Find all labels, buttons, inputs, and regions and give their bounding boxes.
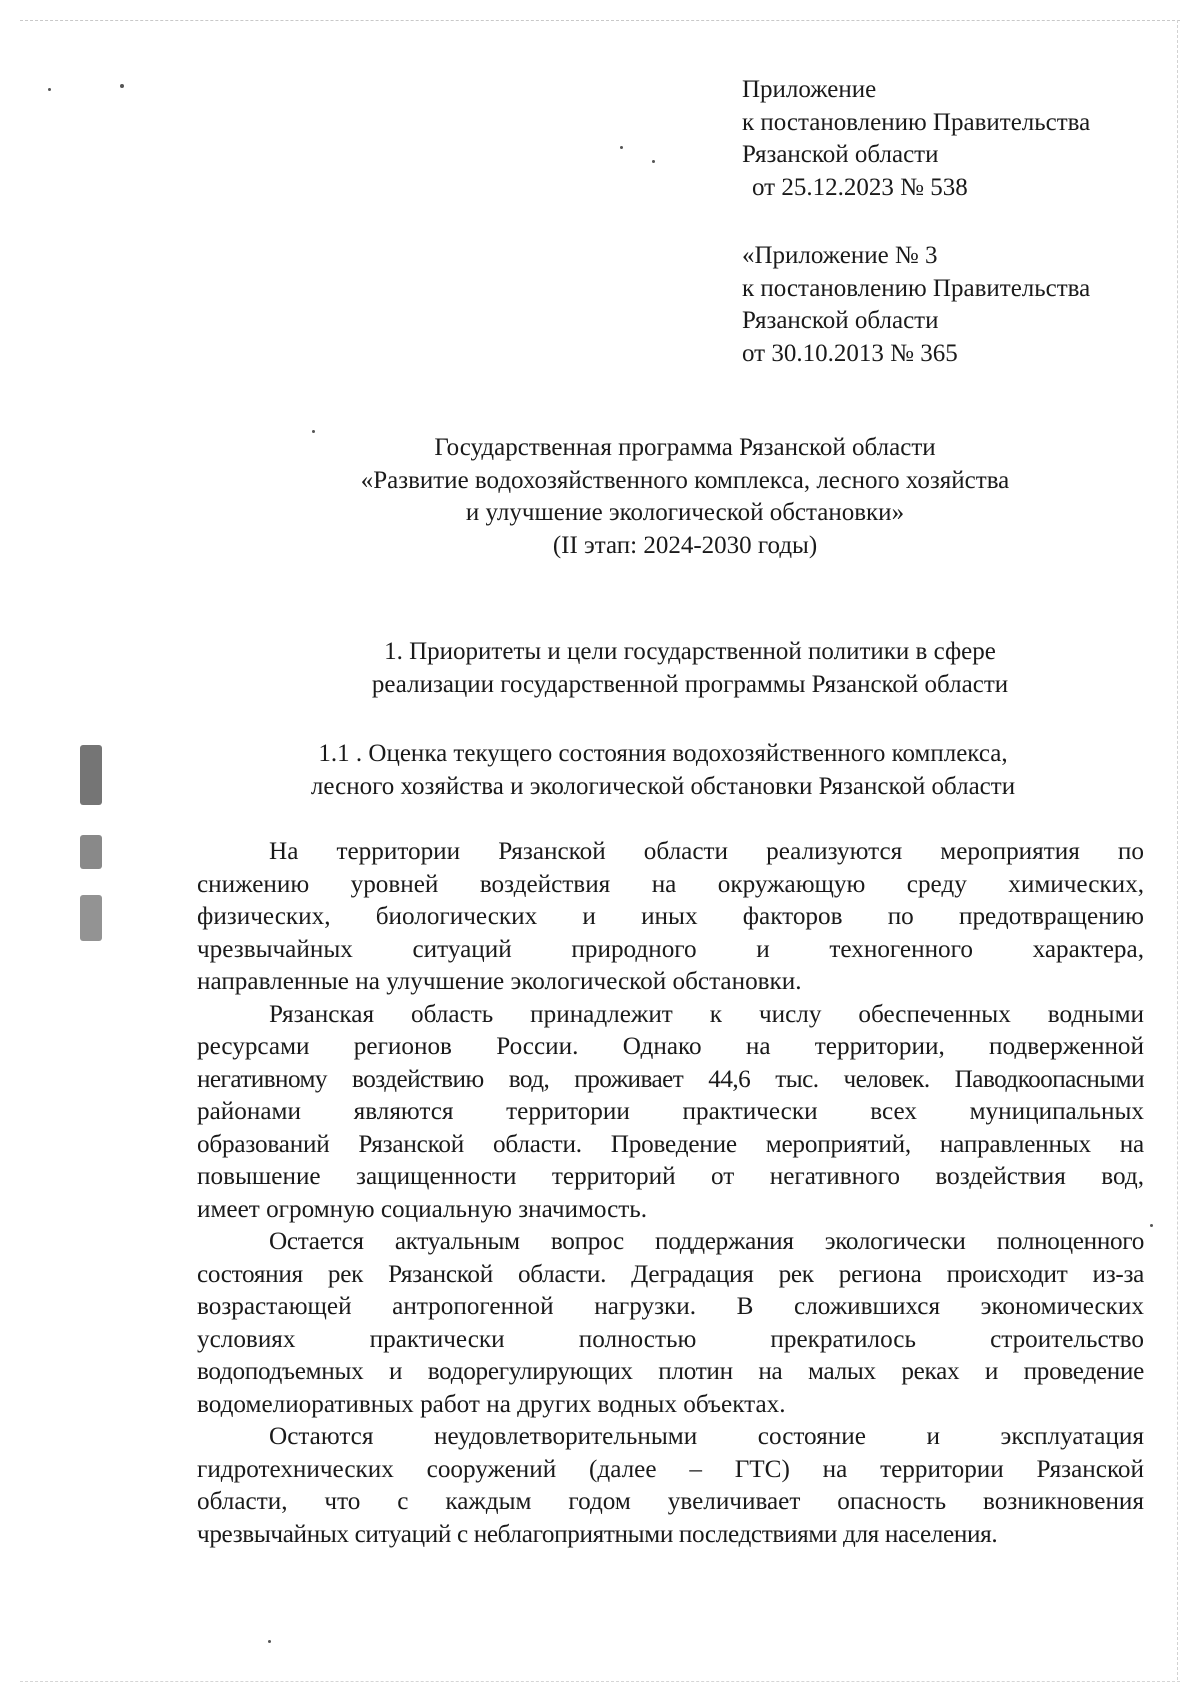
- paragraph: [197, 836, 1144, 999]
- program-title-line2: «Развитие водохозяйственного комплекса, лесного хозяйства: [360, 466, 1010, 494]
- paragraph-line: образований Рязанской области. Проведение мероприятий, направленных на: [197, 1130, 1144, 1158]
- appendix-current-header: [742, 74, 1090, 204]
- appendix-original-line3: Рязанской области: [742, 307, 939, 334]
- appendix-current-line1: Приложение: [742, 76, 877, 103]
- paragraph-line: области, что с каждым годом увеличивает опасность возникновения: [197, 1488, 1144, 1515]
- paragraph-line: районами являются территории практически всех муниципальных: [197, 1098, 1144, 1125]
- section-1-1-heading-line1: 1.1 . Оценка текущего состояния водохозяйственного комплекса,: [318, 740, 1008, 767]
- paragraph-line: Остается актуальным вопрос поддержания экологически полноценного: [269, 1228, 1144, 1255]
- paragraph-line: На территории Рязанской области реализуются мероприятия по: [269, 838, 1144, 865]
- scan-speck: [620, 146, 623, 149]
- appendix-original-line4: от 30.10.2013 № 365: [742, 339, 958, 367]
- scan-speck: [120, 84, 124, 88]
- body-text: [197, 836, 1144, 1551]
- appendix-original-line2: к постановлению Правительства: [742, 274, 1091, 302]
- program-title-line1: Государственная программа Рязанской области: [434, 434, 936, 461]
- paragraph-line: возрастающей антропогенной нагрузки. В сложившихся экономических: [197, 1293, 1144, 1320]
- paragraph-line: Остаются неудовлетворительными состояние и эксплуатация: [269, 1423, 1144, 1450]
- appendix-current-line4: от 25.12.2023 № 538: [752, 173, 968, 201]
- scan-edge-right: [1177, 20, 1178, 1680]
- paragraph-line: водоподъемных и водорегулирующих плотин на малых реках и проведение: [197, 1358, 1144, 1385]
- section-1-heading: [165, 636, 1200, 701]
- program-title-line4: (II этап: 2024-2030 годы): [552, 531, 818, 559]
- scan-speck: [268, 1640, 271, 1643]
- paragraph-line: снижению уровней воздействия на окружающую среду химических,: [197, 870, 1144, 898]
- paragraph: [197, 1226, 1144, 1421]
- paragraph-line: чрезвычайных ситуаций природного и техногенного характера,: [197, 935, 1144, 963]
- paragraph-line: ресурсами регионов России. Однако на территории, подверженной: [197, 1033, 1144, 1060]
- section-1-1-heading: [138, 738, 1188, 803]
- scan-speck: [652, 160, 655, 163]
- scan-speck: [48, 88, 51, 91]
- paragraph-line: повышение защищенности территорий от негативного воздействия вод,: [197, 1163, 1144, 1190]
- scan-edge-bottom: [20, 1681, 1180, 1682]
- section-1-1-heading-line2: лесного хозяйства и экологической обстановки Рязанской области: [310, 772, 1016, 800]
- paragraph-line: гидротехнических сооружений (далее – ГТС) на территории Рязанской: [197, 1455, 1144, 1483]
- paragraph: [197, 1421, 1144, 1551]
- paragraph-line: состояния рек Рязанской области. Деградация рек региона происходит из-за: [197, 1260, 1144, 1288]
- program-title-line3: и улучшение экологической обстановки»: [465, 499, 905, 526]
- paragraph-line: условиях практически полностью прекратилось строительство: [197, 1325, 1144, 1353]
- program-title: [160, 432, 1200, 562]
- appendix-current-line2: к постановлению Правительства: [742, 108, 1091, 136]
- appendix-current-line3: Рязанской области: [742, 141, 939, 168]
- section-1-heading-line1: 1. Приоритеты и цели государственной политики в сфере: [384, 638, 996, 665]
- scan-speck: [1150, 1224, 1153, 1227]
- paragraph-line: направленные на улучшение экологической обстановки.: [197, 968, 802, 995]
- appendix-original-line1: «Приложение № 3: [742, 242, 938, 269]
- section-1-heading-line2: реализации государственной программы Рязанской области: [371, 670, 1009, 698]
- scan-edge-top: [20, 20, 1180, 21]
- paragraph-line: негативному воздействию вод, проживает 44,6 тыс. человек. Паводкоопасными: [197, 1065, 1144, 1093]
- paragraph-line: чрезвычайных ситуаций с неблагоприятными последствиями для населения.: [197, 1520, 998, 1548]
- paragraph-line: Рязанская область принадлежит к числу обеспеченных водными: [269, 1000, 1144, 1028]
- paragraph-line: имеет огромную социальную значимость.: [197, 1195, 648, 1223]
- paragraph-line: водомелиоративных работ на других водных объектах.: [197, 1390, 786, 1418]
- scan-stamp-artifact: [80, 745, 102, 945]
- paragraph-line: физических, биологических и иных факторов по предотвращению: [197, 903, 1144, 930]
- appendix-original-header: [742, 240, 1090, 370]
- paragraph: [197, 999, 1144, 1227]
